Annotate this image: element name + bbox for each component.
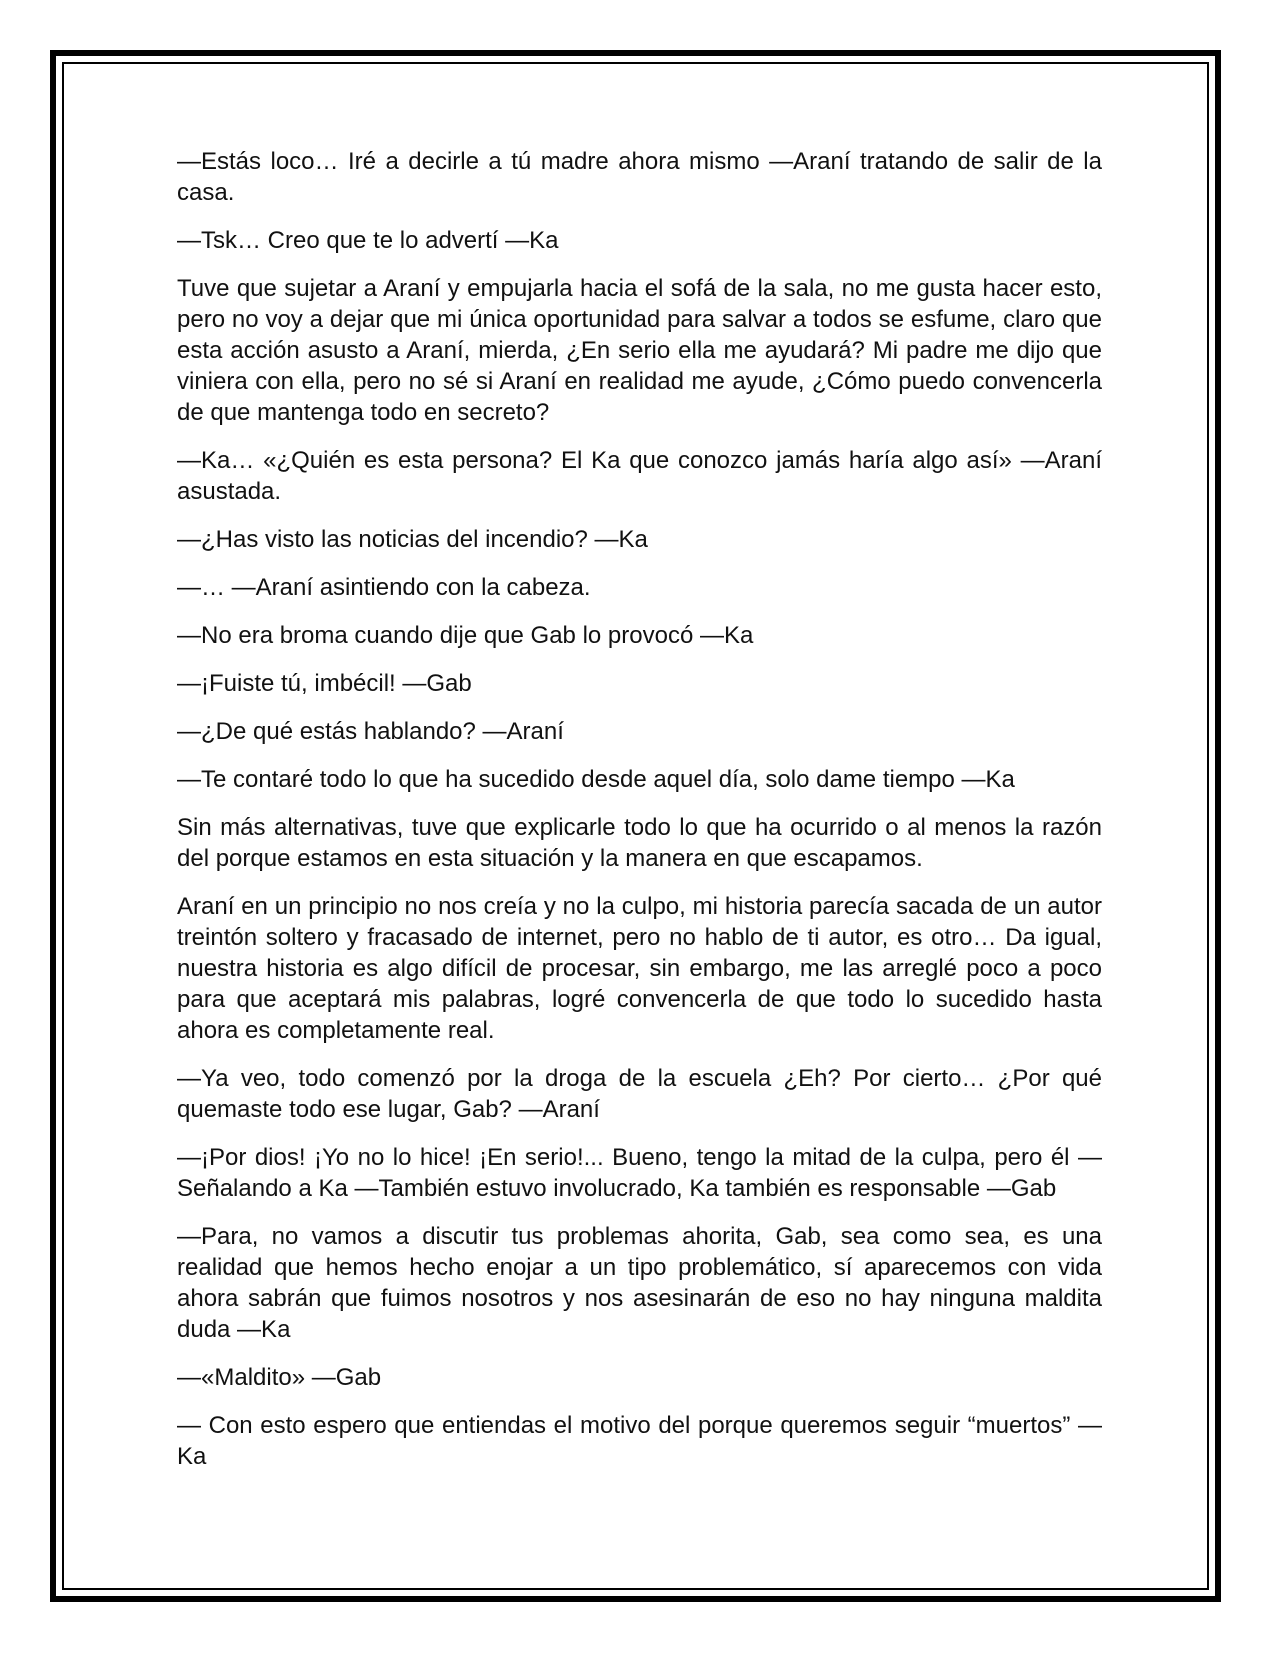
paragraph: Sin más alternativas, tuve que explicarle todo lo que ha ocurrido o al menos la razón del porque estamos en esta situación y la manera en que escapamos. <box>177 814 1102 872</box>
paragraph: —¡Fuiste tú, imbécil! —Gab <box>177 670 472 697</box>
paragraph: —… —Araní asintiendo con la cabeza. <box>177 574 591 601</box>
paragraph: —¿Has visto las noticias del incendio? —Ka <box>177 526 648 553</box>
paragraph: — Con esto espero que entiendas el motivo del porque queremos seguir “muertos” —Ka <box>177 1412 1102 1470</box>
paragraph: —«Maldito» —Gab <box>177 1364 382 1391</box>
paragraph: —Te contaré todo lo que ha sucedido desde aquel día, solo dame tiempo —Ka <box>177 766 1015 793</box>
paragraph: —Ka… «¿Quién es esta persona? El Ka que conozco jamás haría algo así» —Araní asustada. <box>177 447 1102 505</box>
paragraph: —Tsk… Creo que te lo advertí —Ka <box>177 227 559 254</box>
paragraph: —Ya veo, todo comenzó por la droga de la escuela ¿Eh? Por cierto… ¿Por qué quemaste todo ese lugar, Gab? —Araní <box>177 1065 1102 1123</box>
paragraph: Tuve que sujetar a Araní y empujarla hacia el sofá de la sala, no me gusta hacer esto, pero no voy a dejar que mi única oportunidad para salvar a todos se esfume, claro que esta acción asusto a Araní, mierda, ¿En serio ella me ayudará? Mi padre me dijo que viniera con ella, pero no sé si Araní en realidad me ayude, ¿Cómo puedo convencerla de que mantenga todo en secreto? <box>177 275 1102 426</box>
document-body <box>177 146 1102 1489</box>
paragraph: —Para, no vamos a discutir tus problemas ahorita, Gab, sea como sea, es una realidad que hemos hecho enojar a un tipo problemático, sí aparecemos con vida ahora sabrán que fuimos nosotros y nos asesinarán de eso no hay ninguna maldita duda —Ka <box>177 1223 1102 1343</box>
paragraph: —¿De qué estás hablando? —Araní <box>177 718 564 745</box>
paragraph: —¡Por dios! ¡Yo no lo hice! ¡En serio!... Bueno, tengo la mitad de la culpa, pero él —Señalando a Ka —También estuvo involucrado, Ka también es responsable —Gab <box>177 1144 1102 1202</box>
paragraph: —No era broma cuando dije que Gab lo provocó —Ka <box>177 622 754 649</box>
paragraph: Araní en un principio no nos creía y no la culpo, mi historia parecía sacada de un autor treintón soltero y fracasado de internet, pero no hablo de ti autor, es otro… Da igual, nuestra historia es algo difícil de procesar, sin embargo, me las arreglé poco a poco para que aceptará mis palabras, logré convencerla de que todo lo sucedido hasta ahora es completamente real. <box>177 893 1102 1044</box>
paragraph: —Estás loco… Iré a decirle a tú madre ahora mismo —Araní tratando de salir de la casa. <box>177 148 1102 206</box>
